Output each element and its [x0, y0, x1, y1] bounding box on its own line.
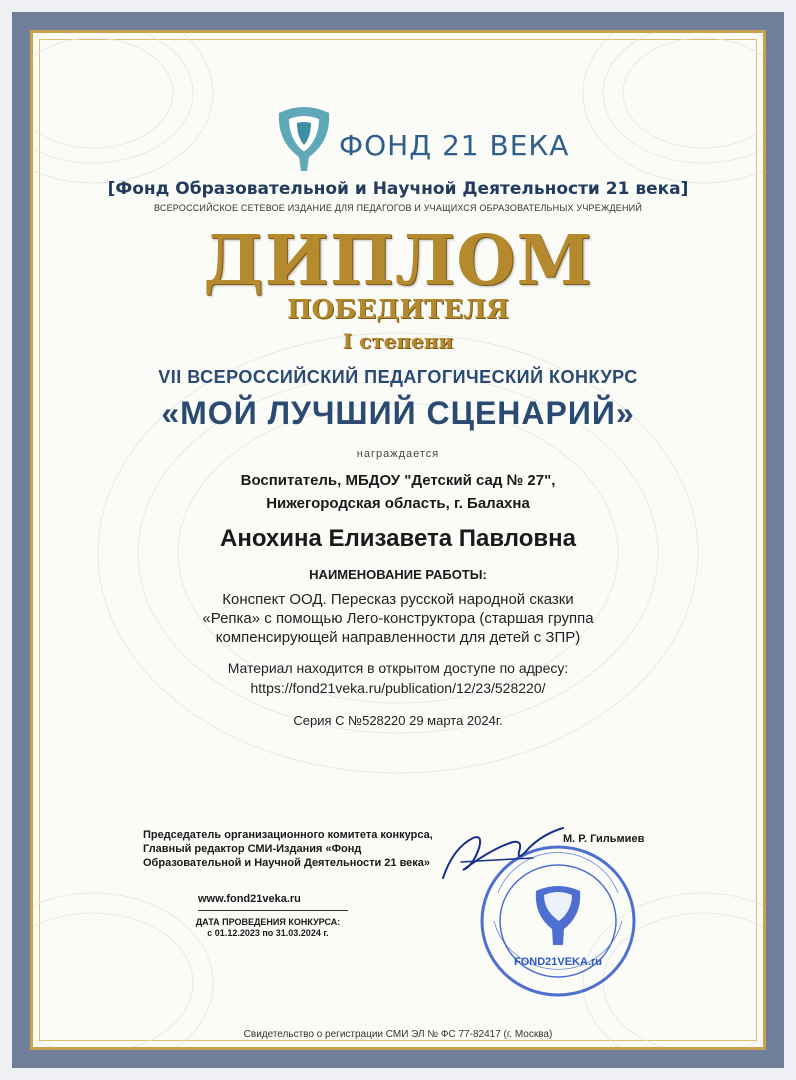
work-title-line2: «Репка» с помощью Лего-конструктора (старшая группа	[202, 610, 594, 627]
work-title-line3: компенсирующей направленности для детей с ЗПР)	[215, 629, 581, 646]
website-underline	[198, 910, 348, 911]
contest-dates-label: ДАТА ПРОВЕДЕНИЯ КОНКУРСА:	[195, 917, 341, 927]
recipient-name: Анохина Елизавета Павловна	[220, 525, 576, 552]
diploma-degree: I степени	[342, 329, 454, 353]
publication-url: https://fond21veka.ru/publication/12/23/528220/	[250, 680, 546, 696]
recipient-position-line2: Нижегородская область, г. Балахна	[266, 495, 530, 512]
chair-line1: Председатель организационного комитета конкурса,	[143, 829, 433, 841]
contest-name: VII ВСЕРОССИЙСКИЙ ПЕДАГОГИЧЕСКИЙ КОНКУРС	[158, 367, 638, 387]
stamp-center-text: FOND21VEKA.ru	[513, 956, 603, 968]
website-text: www.fond21veka.ru	[198, 893, 301, 905]
work-label: НАИМЕНОВАНИЕ РАБОТЫ:	[309, 567, 487, 582]
work-title	[33, 590, 763, 647]
signature	[433, 818, 573, 888]
contest-title: «МОЙ ЛУЧШИЙ СЦЕНАРИЙ»	[161, 395, 635, 431]
recipient-position	[33, 469, 763, 515]
registration-info: Свидетельство о регистрации СМИ ЭЛ № ФС 77-82417 (г. Москва)	[243, 1029, 553, 1040]
foundation-logo-icon	[269, 105, 339, 175]
access-text: Материал находится в открытом доступе по адресу:	[227, 660, 569, 676]
awarded-label: награждается	[356, 448, 440, 460]
access-info	[33, 658, 763, 698]
recipient-position-line1: Воспитатель, МБДОУ "Детский сад № 27",	[240, 472, 556, 489]
organization-subtitle: ВСЕРОССИЙСКОЕ СЕТЕВОЕ ИЗДАНИЕ ДЛЯ ПЕДАГОГОВ И УЧАЩИХСЯ ОБРАЗОВАТЕЛЬНЫХ УЧРЕЖДЕНИЙ	[154, 203, 642, 213]
work-title-line1: Конспект ООД. Пересказ русской народной сказки	[222, 591, 574, 608]
signer-name: М. Р. Гильмиев	[563, 833, 645, 845]
diploma-content	[33, 33, 763, 1047]
diploma-title: ДИПЛОМ	[203, 221, 593, 301]
foundation-logo	[33, 105, 763, 175]
chair-line2: Главный редактор СМИ-Издания «Фонд	[143, 843, 362, 855]
chair-line3: Образовательной и Научной Деятельности 21 века»	[143, 857, 431, 869]
contest-dates-value: с 01.12.2023 по 31.03.2024 г.	[207, 928, 329, 938]
logo-text: ФОНД 21 ВЕКА	[339, 129, 570, 162]
series-number: Серия С №528220 29 марта 2024г.	[293, 713, 503, 728]
contest-dates	[163, 917, 373, 939]
organization-name: [Фонд Образовательной и Научной Деятельности 21 века]	[107, 179, 689, 199]
diploma-subtitle: ПОБЕДИТЕЛЯ	[286, 295, 509, 325]
chair-info	[143, 828, 443, 870]
